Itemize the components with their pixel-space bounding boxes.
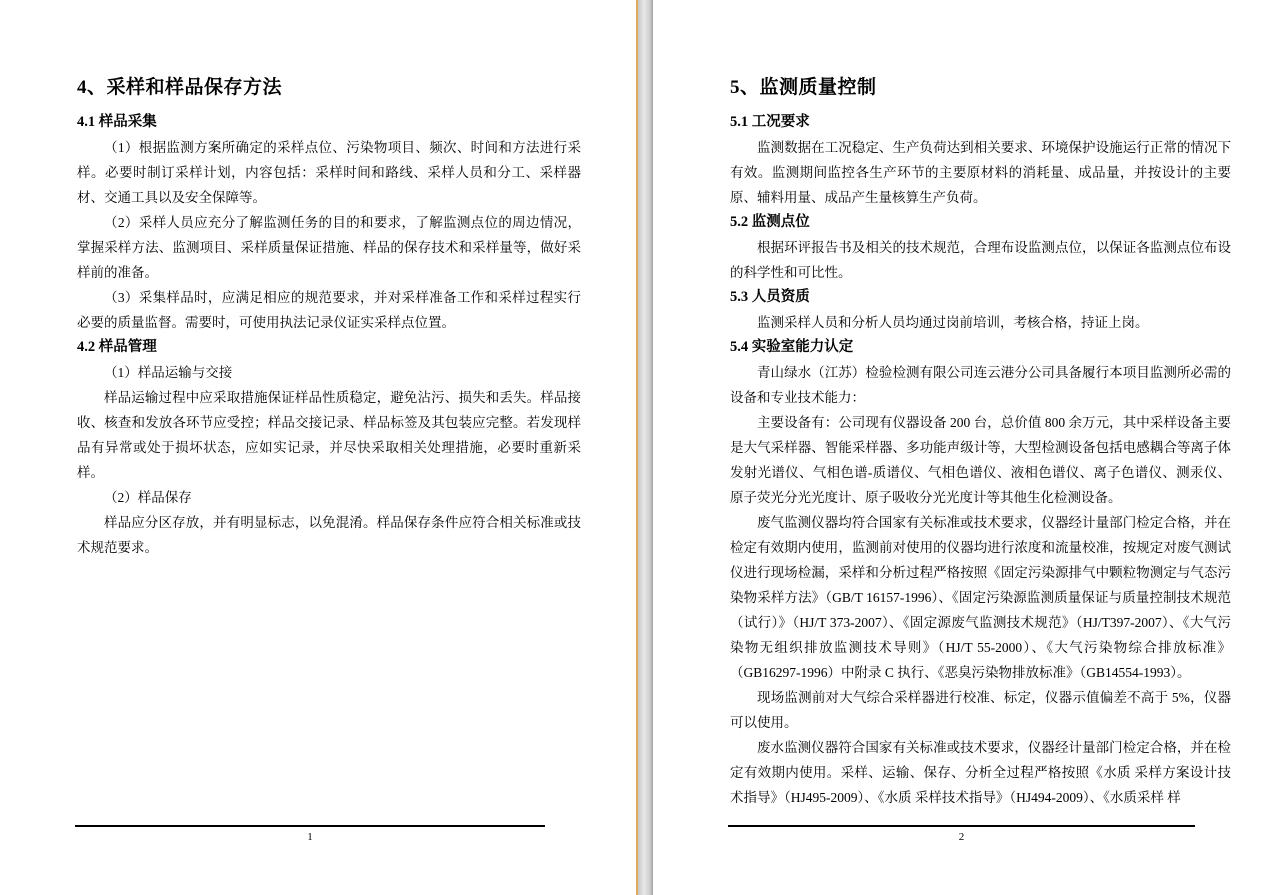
paragraph: （2）样品保存 <box>104 490 192 505</box>
page-2-footer-rule <box>728 825 1195 845</box>
page-number: 2 <box>958 831 965 843</box>
section-heading: 5、监测质量控制 <box>730 77 877 98</box>
page-2-content <box>653 0 1286 810</box>
paragraph: （1）样品运输与交接 <box>104 365 233 380</box>
page-number: 1 <box>307 831 313 843</box>
paragraph: 样品应分区存放，并有明显标志，以免混淆。样品保存条件应符合相关标准或技术规范要求。 <box>77 515 581 555</box>
paragraph: 监测采样人员和分析人员均通过岗前培训，考核合格，持证上岗。 <box>757 315 1149 330</box>
paragraph: （2）采样人员应充分了解监测任务的目的和要求，了解监测点位的周边情况，掌握采样方法、监测项目、采样质量保证措施、样品的保存技术和采样量等，做好采样前的准备。 <box>77 215 581 280</box>
paragraph: 青山绿水（江苏）检验检测有限公司连云港分公司具备履行本项目监测所必需的设备和专业技术能力： <box>730 365 1231 405</box>
paragraph: （3）采集样品时，应满足相应的规范要求，并对采样准备工作和采样过程实行必要的质量监督。需要时，可使用执法记录仪证实采样点位置。 <box>77 290 581 330</box>
page-gap-divider <box>636 0 653 895</box>
page-1-content <box>0 0 636 560</box>
subsection-heading: 4.2 样品管理 <box>77 339 157 355</box>
page-1-footer-rule <box>75 825 545 845</box>
subsection-heading: 5.2 监测点位 <box>730 214 810 230</box>
subsection-heading: 5.3 人员资质 <box>730 289 810 305</box>
paragraph: （1）根据监测方案所确定的采样点位、污染物项目、频次、时间和方法进行采样。必要时制订采样计划，内容包括：采样时间和路线、采样人员和分工、采样器材、交通工具以及安全保障等。 <box>77 140 581 205</box>
paragraph: 监测数据在工况稳定、生产负荷达到相关要求、环境保护设施运行正常的情况下有效。监测期间监控各生产环节的主要原材料的消耗量、成品量，并按设计的主要原、辅料用量、成品产生量核算生产负荷。 <box>730 140 1231 205</box>
paragraph: 现场监测前对大气综合采样器进行校准、标定，仪器示值偏差不高于 5%，仪器可以使用。 <box>730 690 1231 730</box>
section-heading: 4、采样和样品保存方法 <box>77 77 283 98</box>
paragraph: 主要设备有：公司现有仪器设备 200 台，总价值 800 余万元，其中采样设备主要是大气采样器、智能采样器、多功能声级计等，大型检测设备包括电感耦合等离子体发射光谱仪、气相色谱-质谱仪、气相色谱仪、液相色谱仪、离子色谱仪、测汞仪、原子荧光分光光度计、原子吸收分光光度计等其他生化检测设备。 <box>730 415 1231 505</box>
paragraph: 根据环评报告书及相关的技术规范，合理布设监测点位，以保证各监测点位布设的科学性和可比性。 <box>730 240 1231 280</box>
subsection-heading: 5.4 实验室能力认定 <box>730 339 854 355</box>
document-page-1 <box>0 0 636 895</box>
subsection-heading: 4.1 样品采集 <box>77 114 157 130</box>
subsection-heading: 5.1 工况要求 <box>730 114 810 130</box>
paragraph: 废气监测仪器均符合国家有关标准或技术要求，仪器经计量部门检定合格，并在检定有效期内使用，监测前对使用的仪器均进行浓度和流量校准，按规定对废气测试仪进行现场检漏，采样和分析过程严格按照《固定污染源排气中颗粒物测定与气态污染物采样方法》（GB/T 16157-1996）、《固定污染源监测质量保证与质量控制技术规范（试行）》（HJ/T 373-2007）、《固定源废气监测技术规范》（HJ/T397-2007）、《大气污染物无组织排放监测技术导则》（HJ/T 55-2000）、《大气污染物综合排放标准》（GB16297-1996）中附录 C 执行、《恶臭污染物排放标准》（GB14554-1993）。 <box>730 515 1231 680</box>
paragraph: 样品运输过程中应采取措施保证样品性质稳定，避免沾污、损失和丢失。样品接收、核查和发放各环节应受控；样品交接记录、样品标签及其包装应完整。若发现样品有异常或处于损坏状态，应如实记录，并尽快采取相关处理措施，必要时重新采样。 <box>77 390 581 480</box>
document-page-2 <box>653 0 1286 895</box>
paragraph: 废水监测仪器符合国家有关标准或技术要求，仪器经计量部门检定合格，并在检定有效期内使用。采样、运输、保存、分析全过程严格按照《水质 采样方案设计技术指导》（HJ495-2009）、《水质 采样技术指导》（HJ494-2009）、《水质采样 样 <box>730 740 1231 805</box>
